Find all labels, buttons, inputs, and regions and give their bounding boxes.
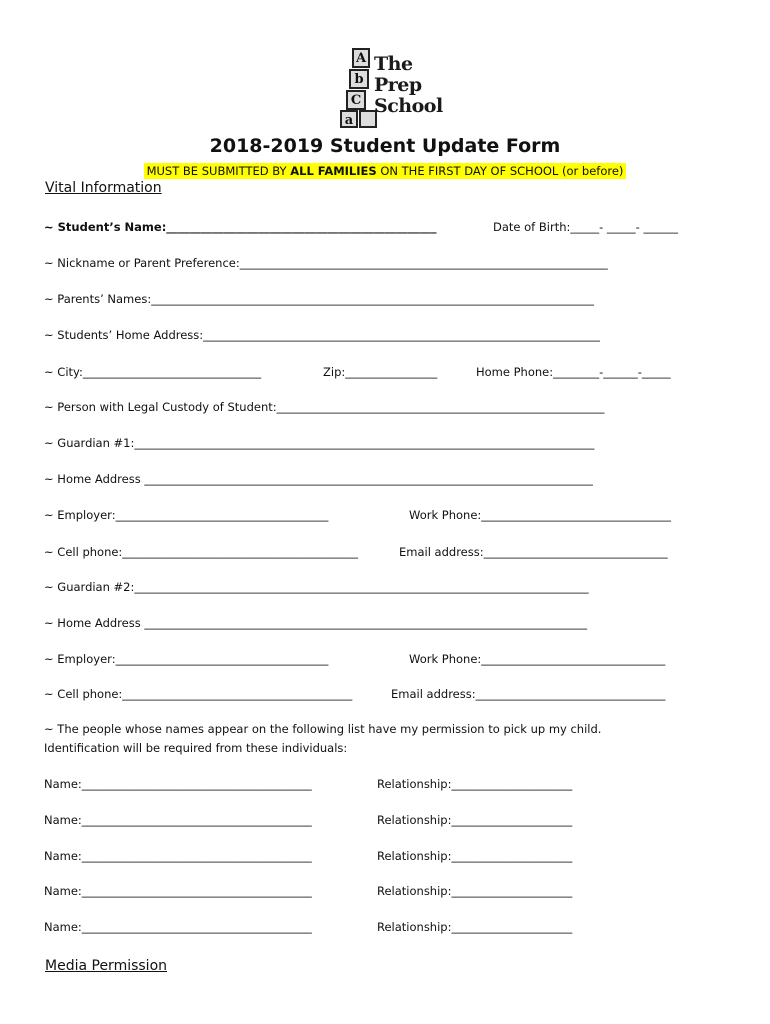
legal-custody-field[interactable]: ~ Person with Legal Custody of Student:_________________________________________________________ xyxy=(44,400,605,414)
pickup-name-field[interactable]: Name:________________________________________ xyxy=(44,884,312,898)
pickup-relationship-field[interactable]: Relationship:_____________________ xyxy=(377,777,573,791)
logo-block-b: b xyxy=(349,69,369,89)
permission-statement-line2: Identification will be required from these individuals: xyxy=(44,741,348,755)
logo-block-a: A xyxy=(352,48,370,68)
city-field[interactable]: ~ City:_______________________________ xyxy=(44,365,262,379)
logo-block-d: a xyxy=(340,110,358,128)
submission-notice xyxy=(0,160,770,179)
notice-highlight: MUST BE SUBMITTED BY ALL FAMILIES ON THE FIRST DAY OF SCHOOL (or before) xyxy=(144,163,627,179)
guardian-2-work-phone-field[interactable]: Work Phone:________________________________ xyxy=(409,652,666,666)
guardian-1-email-field[interactable]: Email address:________________________________ xyxy=(399,545,668,559)
section-media-permission: Media Permission xyxy=(45,958,168,974)
guardian-2-field[interactable]: ~ Guardian #2:_______________________________________________________________________________ xyxy=(44,580,589,594)
pickup-name-field[interactable]: Name:________________________________________ xyxy=(44,777,312,791)
logo-block-c: C xyxy=(346,90,366,110)
pickup-name-field[interactable]: Name:________________________________________ xyxy=(44,849,312,863)
section-vital-information: Vital Information xyxy=(45,180,162,196)
guardian-1-employer-field[interactable]: ~ Employer:_____________________________________ xyxy=(44,508,329,522)
guardian-2-home-address-field[interactable]: ~ Home Address _____________________________________________________________________________ xyxy=(44,616,588,630)
guardian-1-cell-field[interactable]: ~ Cell phone:_________________________________________ xyxy=(44,545,359,559)
guardian-2-email-field[interactable]: Email address:_________________________________ xyxy=(391,687,666,701)
school-logo xyxy=(340,44,443,130)
date-of-birth-field[interactable]: Date of Birth:_____- _____- ______ xyxy=(493,220,678,234)
pickup-name-field[interactable]: Name:________________________________________ xyxy=(44,920,312,934)
guardian-1-home-address-field[interactable]: ~ Home Address ______________________________________________________________________________ xyxy=(44,472,593,486)
zip-field[interactable]: Zip:________________ xyxy=(323,365,438,379)
home-phone-field[interactable]: Home Phone:________-______-_____ xyxy=(476,365,671,379)
permission-statement-line1: ~ The people whose names appear on the following list have my permission to pick up my child. xyxy=(44,722,602,736)
nickname-field[interactable]: ~ Nickname or Parent Preference:________________________________________________________________ xyxy=(44,256,608,270)
guardian-1-field[interactable]: ~ Guardian #1:________________________________________________________________________________ xyxy=(44,436,595,450)
pickup-relationship-field[interactable]: Relationship:_____________________ xyxy=(377,884,573,898)
logo-wordmark: The Prep School xyxy=(374,53,443,117)
form-title: 2018-2019 Student Update Form xyxy=(209,135,561,157)
pickup-relationship-field[interactable]: Relationship:_____________________ xyxy=(377,920,573,934)
guardian-2-employer-field[interactable]: ~ Employer:_____________________________________ xyxy=(44,652,329,666)
parents-names-field[interactable]: ~ Parents’ Names:_____________________________________________________________________________ xyxy=(44,292,594,306)
pickup-relationship-field[interactable]: Relationship:_____________________ xyxy=(377,849,573,863)
student-home-address-field[interactable]: ~ Students’ Home Address:_____________________________________________________________________ xyxy=(44,328,600,342)
guardian-2-cell-field[interactable]: ~ Cell phone:________________________________________ xyxy=(44,687,353,701)
student-name-field[interactable]: ~ Student’s Name:_______________________________________________ xyxy=(44,220,437,234)
abc-blocks-icon xyxy=(340,44,376,130)
pickup-name-field[interactable]: Name:________________________________________ xyxy=(44,813,312,827)
pickup-relationship-field[interactable]: Relationship:_____________________ xyxy=(377,813,573,827)
guardian-1-work-phone-field[interactable]: Work Phone:_________________________________ xyxy=(409,508,672,522)
